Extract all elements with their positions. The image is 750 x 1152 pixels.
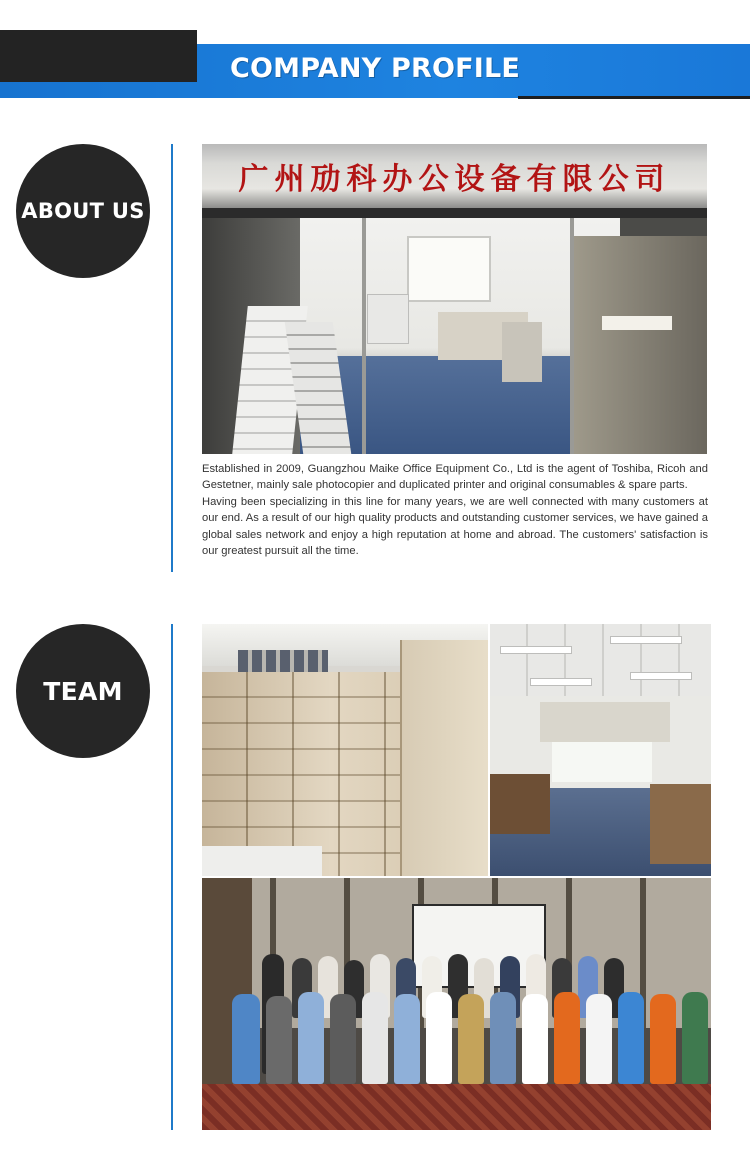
header-dark-block [0,30,197,82]
about-description [202,461,708,559]
office-cabinet [502,322,542,382]
window-blind [540,702,670,742]
about-paragraph-2: Having been specializing in this line for many years, we are well connected with many customers at our end. As a result of our high quality products and outstanding customer services, we have gained a global sales network and enjoy a high reputation at home and abroad. The customers' satisfaction is our greatest pursuit all the time. [202,495,708,558]
about-us-badge: ABOUT US [16,144,150,278]
room-desk [490,774,550,834]
header-underline [518,96,750,99]
office-window [407,236,491,302]
team-divider [171,624,173,1130]
ceiling-light [500,646,572,654]
ceiling-light [610,636,682,644]
glass-door-edge [362,218,366,454]
office-entrance-photo [202,144,707,454]
large-box [400,640,488,876]
ceiling-light [530,678,592,686]
team-badge: TEAM [16,624,150,758]
warehouse-floor [202,846,322,876]
page-title: COMPANY PROFILE [230,53,521,84]
office-room-photo [490,624,711,876]
ceiling-light [630,672,692,680]
warehouse-photo [202,624,488,876]
room-window [552,742,652,782]
about-paragraph-1: Established in 2009, Guangzhou Maike Office Equipment Co., Ltd is the agent of Toshiba, Ricoh and Gestetner, mainly sale photocopier and duplicated printer and original consumables & spare parts. [202,463,708,492]
door-frame [202,208,707,218]
room-ceiling [490,624,711,696]
company-signboard [202,144,707,208]
about-divider [171,144,173,572]
copier-box [572,236,707,454]
room-desk-2 [650,784,711,864]
team-group-photo [202,878,711,1130]
team-members [222,944,711,1084]
copier-machine [367,294,409,344]
glass-door-edge [570,218,574,454]
carpet [202,1084,711,1130]
company-sign-text: 广州劢科办公设备有限公司 [238,162,671,197]
